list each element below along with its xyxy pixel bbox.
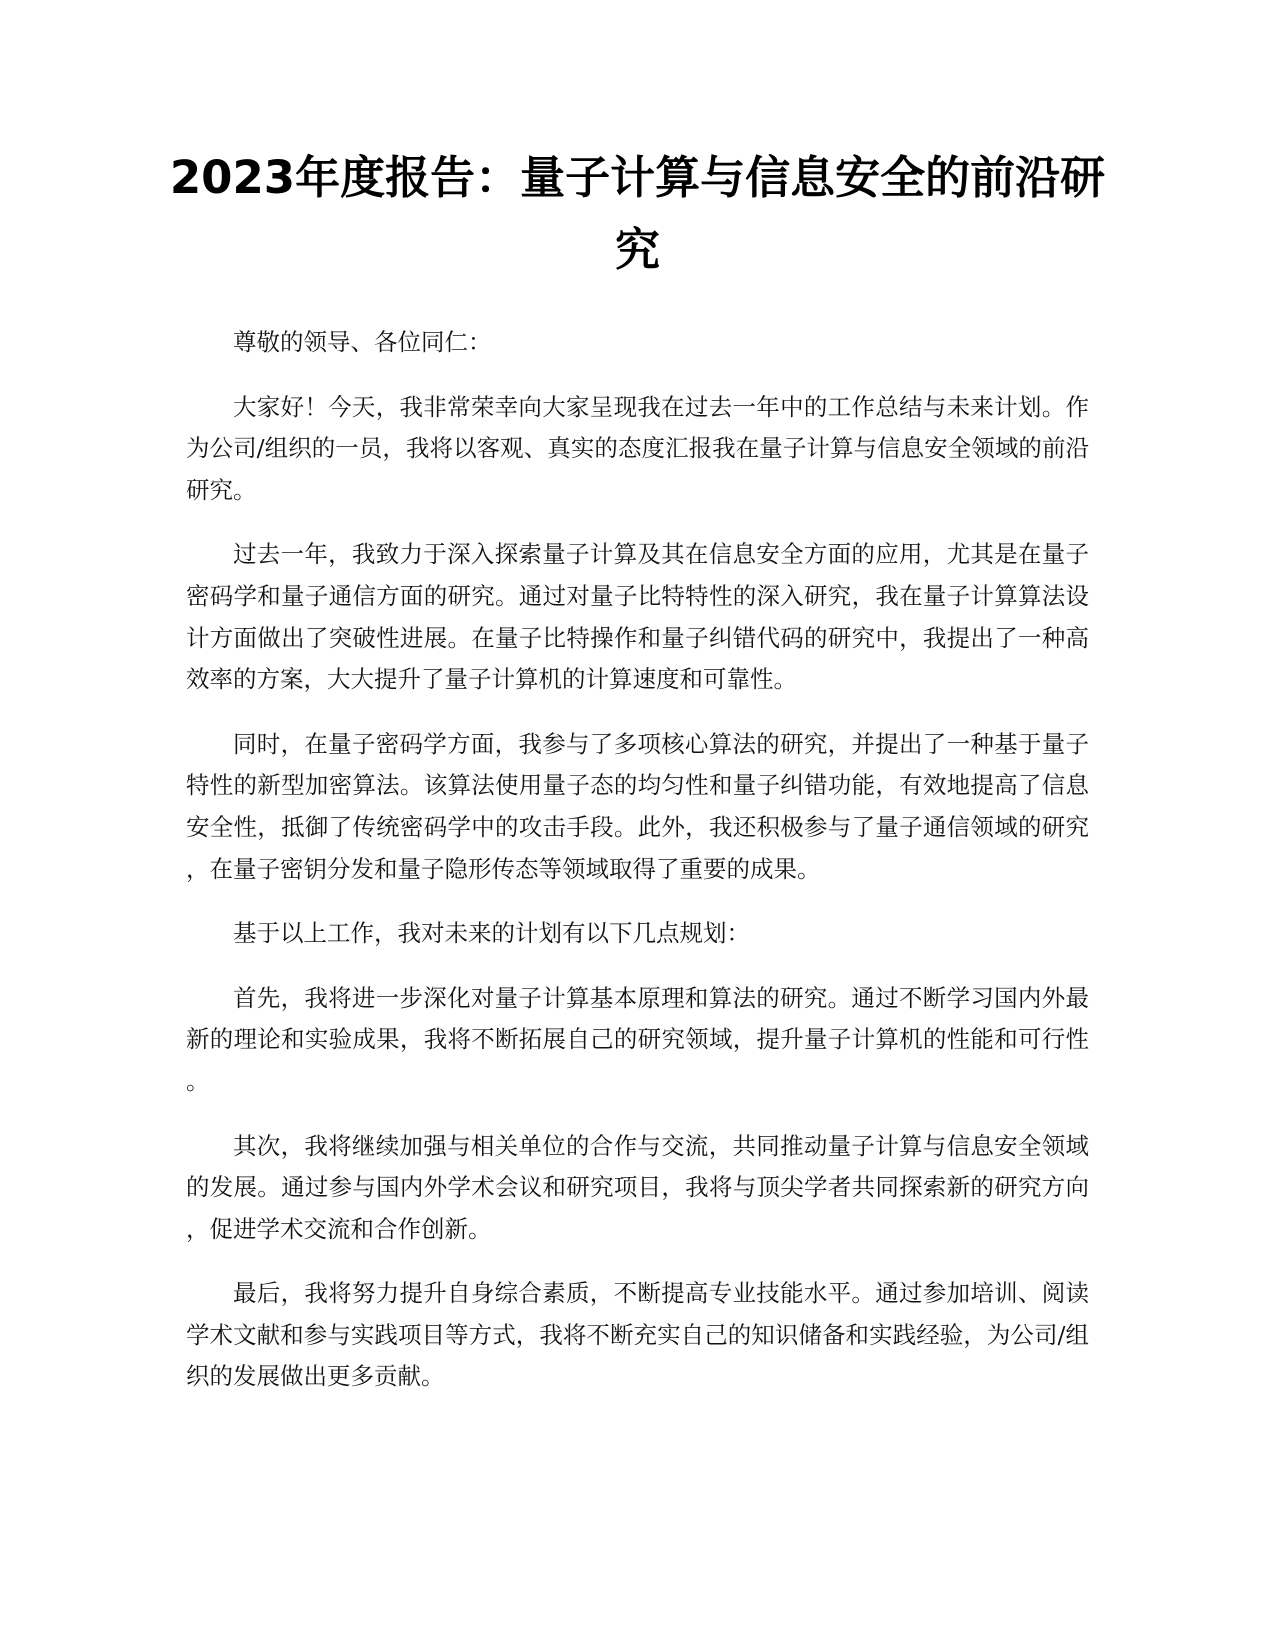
- plan-final-paragraph: 最后，我将努力提升自身综合素质，不断提高专业技能水平。通过参加培训、阅读学术文献和参与实践项目等方式，我将不断充实自己的知识储备和实践经验，为公司/组织的发展做出更多贡献。: [186, 1279, 1089, 1391]
- plan-first-paragraph: 首先，我将进一步深化对量子计算基本原理和算法的研究。通过不断学习国内外最新的理论和实验成果，我将不断拓展自己的研究领域，提升量子计算机的性能和可行性。: [186, 983, 1089, 1095]
- plan-second-paragraph: 其次，我将继续加强与相关单位的合作与交流，共同推动量子计算与信息安全领域的发展。通过参与国内外学术会议和研究项目，我将与顶尖学者共同探索新的研究方向，促进学术交流和合作创新。: [186, 1131, 1089, 1243]
- document-body: [186, 322, 1089, 1421]
- greeting-paragraph: 大家好！今天，我非常荣幸向大家呈现我在过去一年中的工作总结与未来计划。作为公司/组织的一员，我将以客观、真实的态度汇报我在量子计算与信息安全领域的前沿研究。: [186, 392, 1089, 504]
- plan-intro-paragraph: 基于以上工作，我对未来的计划有以下几点规划：: [233, 919, 750, 948]
- past-work-paragraph: 过去一年，我致力于深入探索量子计算及其在信息安全方面的应用，尤其是在量子密码学和量子通信方面的研究。通过对量子比特特性的深入研究，我在量子计算算法设计方面做出了突破性进展。在量子比特操作和量子纠错代码的研究中，我提出了一种高效率的方案，大大提升了量子计算机的计算速度和可靠性。: [186, 540, 1089, 694]
- cryptography-paragraph: 同时，在量子密码学方面，我参与了多项核心算法的研究，并提出了一种基于量子特性的新型加密算法。该算法使用量子态的均匀性和量子纠错功能，有效地提高了信息安全性，抵御了传统密码学中的攻击手段。此外，我还积极参与了量子通信领域的研究，在量子密钥分发和量子隐形传态等领域取得了重要的成果。: [186, 729, 1089, 883]
- document-title: 2023年度报告：量子计算与信息安全的前沿研究: [169, 151, 1106, 276]
- salutation-paragraph: 尊敬的领导、各位同仁：: [233, 328, 492, 356]
